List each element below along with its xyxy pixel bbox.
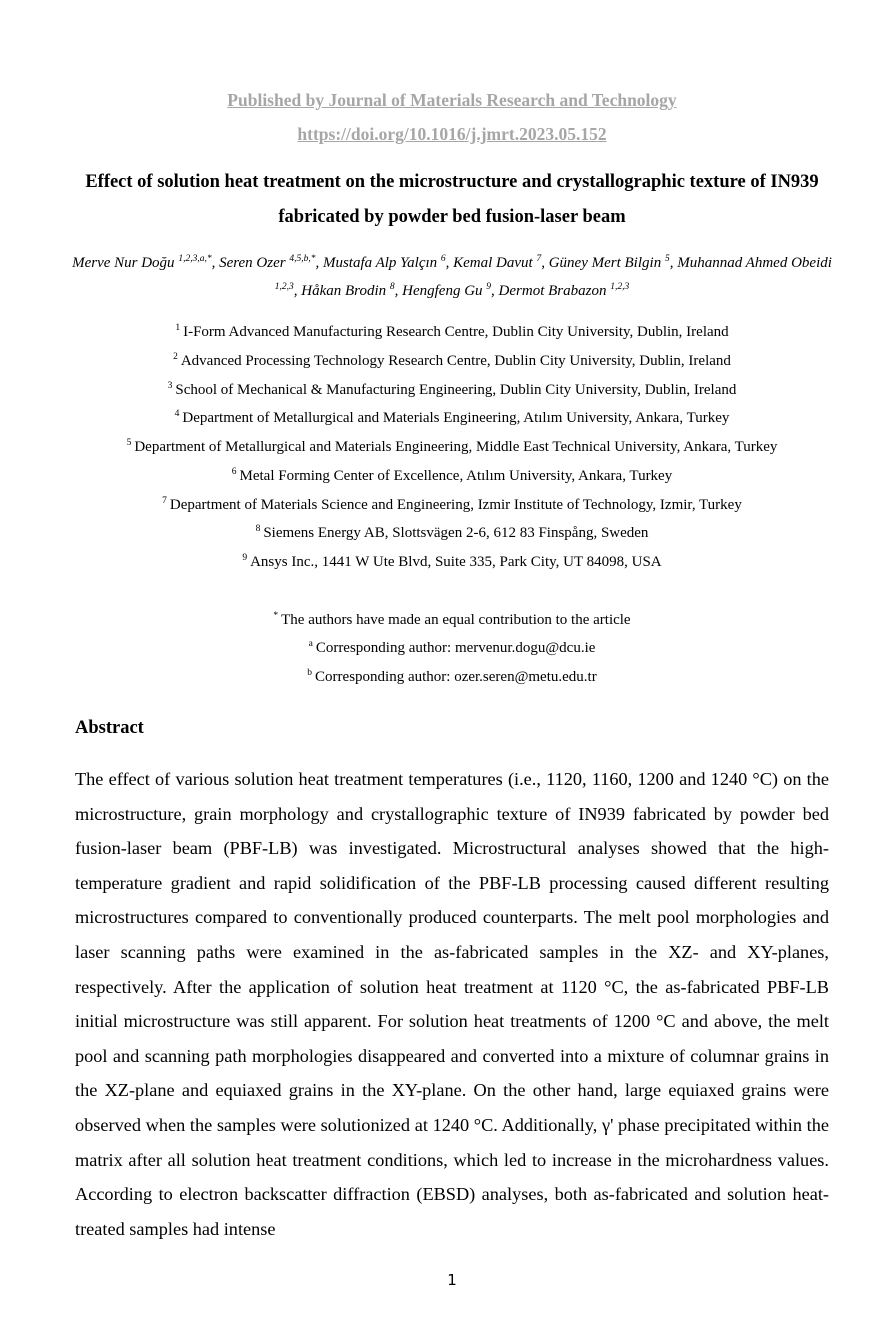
journal-link[interactable]: Published by Journal of Materials Research and Technology <box>227 90 677 110</box>
affiliation-text: Metal Forming Center of Excellence, Atılım University, Ankara, Turkey <box>239 468 673 484</box>
affiliation-6 <box>0 468 889 485</box>
abstract-heading: Abstract <box>75 718 144 738</box>
author-affiliation-marks: 8 <box>389 282 395 292</box>
author-affiliation-marks: 1,2,3 <box>610 282 630 292</box>
author-separator: , <box>211 255 220 271</box>
affiliation-8 <box>0 525 889 542</box>
author-name: Güney Mert Bilgin <box>548 255 662 271</box>
page-number: 1 <box>447 1271 457 1289</box>
note-mark: a <box>308 639 313 649</box>
note-text: Corresponding author: ozer.seren@metu.edu.tr <box>315 669 597 685</box>
author-name: Kemal Davut <box>453 255 533 271</box>
author-affiliation-marks: 6 <box>440 254 446 264</box>
author-name: Hengfeng Gu <box>402 283 483 299</box>
affiliation-mark: 6 <box>231 467 237 477</box>
note-text: Corresponding author: mervenur.dogu@dcu.ie <box>315 640 596 656</box>
affiliation-mark: 3 <box>167 381 173 391</box>
affiliation-mark: 7 <box>162 496 167 506</box>
affiliation-5 <box>0 439 889 456</box>
affiliation-7 <box>0 497 889 514</box>
author-separator: , <box>491 283 499 299</box>
note-mark: * <box>273 611 279 621</box>
author-name: Mustafa Alp Yalçın <box>322 255 438 271</box>
affiliation-text: Siemens Energy AB, Slottsvägen 2-6, 612 83 Finspång, Sweden <box>263 525 649 541</box>
author-affiliation-marks: 5 <box>664 254 670 264</box>
author-name: Dermot Brabazon <box>498 283 607 299</box>
author-separator: , <box>445 255 454 271</box>
affiliation-mark: 9 <box>242 553 248 563</box>
author-separator: , <box>394 283 403 299</box>
equal-contribution-note <box>0 612 889 629</box>
affiliation-text: Department of Metallurgical and Materials Engineering, Middle East Technical University, Ankara, Turkey <box>134 439 778 455</box>
note-text: The authors have made an equal contribution to the article <box>281 612 631 628</box>
affiliation-text: I-Form Advanced Manufacturing Research Centre, Dublin City University, Dublin, Ireland <box>183 324 729 340</box>
author-name: Håkan Brodin <box>301 283 387 299</box>
affiliation-mark: 8 <box>255 524 261 534</box>
doi-link[interactable]: https://doi.org/10.1016/j.jmrt.2023.05.152 <box>297 124 607 144</box>
affiliation-2 <box>0 353 889 370</box>
affiliation-3 <box>0 382 889 399</box>
affiliation-mark: 5 <box>126 438 132 448</box>
affiliation-text: Department of Materials Science and Engineering, Izmir Institute of Technology, Izmir, Turkey <box>169 497 742 513</box>
affiliation-mark: 2 <box>173 352 178 362</box>
affiliation-1 <box>0 324 889 341</box>
author-name: Seren Ozer <box>219 255 286 271</box>
author-separator: , <box>669 255 678 271</box>
author-affiliation-marks: 4,5,b,* <box>289 254 316 264</box>
author-affiliation-marks: 1,2,3 <box>274 282 294 292</box>
corresponding-author-a <box>0 640 889 657</box>
note-mark: b <box>307 668 313 678</box>
author-list <box>68 249 836 305</box>
author-name: Merve Nur Doğu <box>72 255 175 271</box>
author-name: Muhannad Ahmed Obeidi <box>677 255 832 271</box>
affiliation-9 <box>0 554 889 571</box>
affiliation-4 <box>0 410 889 427</box>
author-separator: , <box>541 255 549 271</box>
paper-title: Effect of solution heat treatment on the microstructure and crystallographic texture of IN939 fabricated by powder bed fusion-laser beam <box>85 172 819 227</box>
author-separator: , <box>293 283 302 299</box>
affiliation-mark: 4 <box>174 409 180 419</box>
author-affiliation-marks: 1,2,3,a,* <box>178 254 212 264</box>
author-affiliation-marks: 7 <box>536 254 542 264</box>
affiliation-mark: 1 <box>175 323 181 333</box>
affiliation-text: Ansys Inc., 1441 W Ute Blvd, Suite 335, Park City, UT 84098, USA <box>250 554 662 570</box>
affiliation-text: Department of Metallurgical and Materials Engineering, Atılım University, Ankara, Turkey <box>182 410 730 426</box>
affiliation-text: Advanced Processing Technology Research Centre, Dublin City University, Dublin, Ireland <box>180 353 731 369</box>
corresponding-author-b <box>0 669 889 686</box>
author-separator: , <box>315 255 323 271</box>
abstract-body: The effect of various solution heat treatment temperatures (i.e., 1120, 1160, 1200 and 1240 °C) on the microstructure, grain morphology and crystallographic texture of IN939 fabricated by powder bed fusion-laser beam (PBF-LB) was investigated. Microstructural analyses showed that the high-temperature gradient and rapid solidification of the PBF-LB processing caused different resulting microstructures compared to conventionally produced counterparts. The melt pool morphologies and laser scanning paths were examined in the as-fabricated samples in the XZ- and XY-planes, respectively. After the application of solution heat treatment at 1120 °C, the as-fabricated PBF-LB initial microstructure was still apparent. For solution heat treatments of 1200 °C and above, the melt pool and scanning path morphologies disappeared and converted into a mixture of columnar grains in the XZ-plane and equiaxed grains in the XY-plane. On the other hand, large equiaxed grains were observed when the samples were solutionized at 1240 °C. Additionally, γ' phase precipitated within the matrix after all solution heat treatment conditions, which led to increase in the microhardness values. According to electron backscatter diffraction (EBSD) analyses, both as-fabricated and solution heat-treated samples had intense <box>75 769 829 1239</box>
author-affiliation-marks: 9 <box>486 282 492 292</box>
affiliation-text: School of Mechanical & Manufacturing Engineering, Dublin City University, Dublin, Ireland <box>175 382 737 398</box>
